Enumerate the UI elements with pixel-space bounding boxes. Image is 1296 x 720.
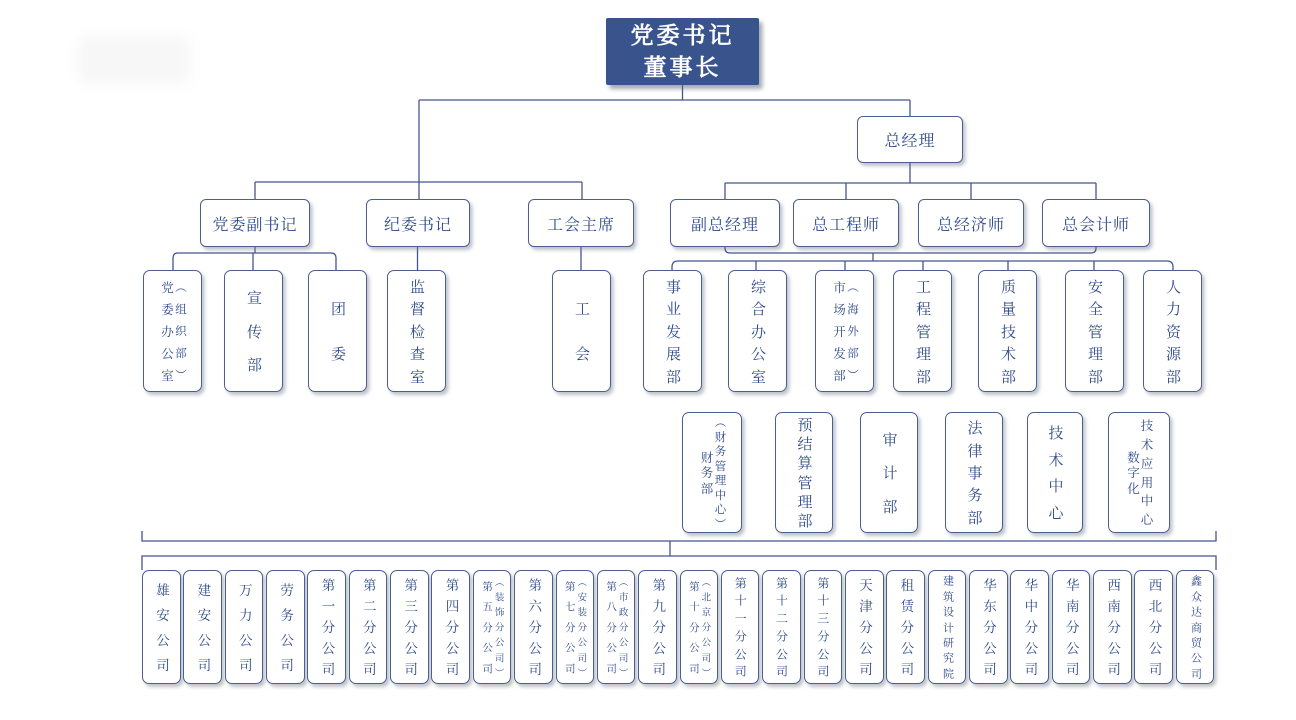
company-node (473, 570, 512, 684)
company-node (1010, 570, 1049, 684)
company-node (266, 570, 305, 684)
vertical-text-column: 综 合 办 公 室 (749, 278, 766, 384)
node-digital-tech-center (1108, 412, 1170, 533)
vertical-text-column: 西 南 分 公 司 (1105, 578, 1121, 676)
vertical-text-column: 第 六 分 公 司 (526, 578, 542, 676)
title-line-2: 董事长 (643, 53, 722, 80)
vertical-text-column: 工 程 管 理 部 (914, 278, 931, 384)
node-chief-economist: 总经济师 (918, 199, 1024, 247)
node-discipline-secretary: 纪委书记 (366, 199, 470, 247)
company-node (183, 570, 222, 684)
vertical-text-column: 华 中 分 公 司 (1022, 578, 1038, 676)
vertical-text-column: 雄 安 公 司 (154, 582, 170, 672)
company-node (1093, 570, 1132, 684)
vertical-text-column: 华 东 分 公 司 (981, 578, 997, 676)
node-youth-league (308, 270, 367, 392)
watermark (78, 36, 190, 84)
vertical-text-column: （ 安 装 分 公 司 ） (575, 576, 587, 678)
vertical-text-column: 团 委 (329, 301, 346, 361)
node-safety-mgmt-dept (1065, 270, 1124, 392)
company-node (928, 570, 967, 684)
vertical-text-column: （ 装 饰 分 公 司 ） (492, 576, 504, 678)
node-audit-dept (860, 412, 918, 533)
company-node (556, 570, 595, 684)
node-technology-center (1027, 412, 1083, 533)
vertical-text-column: 华 南 分 公 司 (1063, 578, 1079, 676)
vertical-text-column: 劳 务 公 司 (278, 582, 294, 672)
title-line-1: 党委书记 (630, 21, 735, 48)
vertical-text-column: 法 律 事 务 部 (965, 420, 983, 525)
vertical-text-column: （ 市 政 分 公 司 ） (616, 576, 628, 678)
node-party-office (143, 270, 202, 392)
company-node (721, 570, 760, 684)
node-market-dev-dept (815, 270, 874, 392)
node-legal-affairs-dept (945, 412, 1003, 533)
company-node (514, 570, 553, 684)
node-hr-dept (1143, 270, 1202, 392)
vertical-text-column: 第 四 分 公 司 (443, 578, 459, 676)
vertical-text-column: 质 量 技 术 部 (999, 278, 1016, 384)
node-engineering-mgmt-dept (893, 270, 952, 392)
vertical-text-column: 第 十 分 公 司 (687, 580, 700, 674)
company-node (1052, 570, 1091, 684)
vertical-text-column: 财 务 部 (699, 450, 713, 495)
company-node (804, 570, 843, 684)
vertical-text-column: （ 组 织 部 ） (174, 281, 186, 381)
vertical-text-column: 第 十 三 分 公 司 (815, 576, 830, 678)
node-finance-dept (682, 412, 742, 533)
vertical-text-column: 建 安 公 司 (195, 582, 211, 672)
vertical-text-column: 第 九 分 公 司 (650, 578, 666, 676)
vertical-text-column: 市 场 开 发 部 (831, 280, 846, 382)
vertical-text-column: 技 术 中 心 (1046, 424, 1064, 521)
vertical-text-column: （ 海 外 部 ） (846, 281, 858, 381)
company-node (680, 570, 719, 684)
node-budget-settlement-dept (775, 412, 833, 533)
node-propaganda-dept (224, 270, 283, 392)
vertical-text-column: 第 七 分 公 司 (563, 580, 576, 674)
vertical-text-column: 党 委 办 公 室 (159, 280, 174, 382)
node-labor-union (552, 270, 611, 392)
company-node (390, 570, 429, 684)
node-deputy-general-manager: 副总经理 (670, 199, 780, 247)
vertical-text-column: 第 五 分 公 司 (481, 580, 494, 674)
company-node (1176, 570, 1215, 684)
node-chairman-party-secretary (606, 18, 759, 85)
company-node (762, 570, 801, 684)
company-node (597, 570, 636, 684)
vertical-text-column: 工 会 (573, 301, 590, 361)
node-supervision-office (387, 270, 446, 392)
vertical-text-column: 天 津 分 公 司 (856, 578, 872, 676)
vertical-text-column: 监 督 检 查 室 (408, 278, 425, 384)
company-node (845, 570, 884, 684)
vertical-text-column: 人 力 资 源 部 (1164, 278, 1181, 384)
company-node (349, 570, 388, 684)
node-general-manager: 总经理 (857, 116, 963, 163)
node-chief-engineer: 总工程师 (793, 199, 899, 247)
vertical-text-column: 第 一 分 公 司 (319, 578, 335, 676)
vertical-text-column: 审 计 部 (880, 431, 898, 514)
company-node (225, 570, 264, 684)
vertical-text-column: 第 十 一 分 公 司 (733, 576, 748, 678)
vertical-text-column: 技 术 应 用 中 心 (1139, 419, 1153, 526)
vertical-text-column: 建 筑 设 计 研 究 院 (941, 575, 954, 679)
vertical-text-column: 事 业 发 展 部 (664, 278, 681, 384)
vertical-text-column: 万 力 公 司 (236, 582, 252, 672)
vertical-text-column: 安 全 管 理 部 (1086, 278, 1103, 384)
vertical-text-column: 租 赁 分 公 司 (898, 578, 914, 676)
node-business-dev-dept (643, 270, 702, 392)
vertical-text-column: 宣 传 部 (245, 289, 262, 373)
node-chief-accountant: 总会计师 (1042, 199, 1150, 247)
company-node (638, 570, 677, 684)
company-node (1134, 570, 1173, 684)
vertical-text-column: （ 北 京 分 公 司 ） (699, 576, 711, 678)
company-node (431, 570, 470, 684)
node-deputy-party-secretary: 党委副书记 (200, 199, 310, 247)
vertical-text-column: 第 八 分 公 司 (605, 580, 618, 674)
vertical-text-column: 数 字 化 (1125, 450, 1140, 495)
node-union-chairman: 工会主席 (528, 199, 634, 247)
vertical-text-column: 第 二 分 公 司 (360, 578, 376, 676)
vertical-text-column: 鑫 众 达 商 贸 公 司 (1189, 575, 1202, 679)
node-general-office (728, 270, 787, 392)
vertical-text-column: 第 三 分 公 司 (402, 578, 418, 676)
company-node (142, 570, 181, 684)
company-node (886, 570, 925, 684)
vertical-text-column: 西 北 分 公 司 (1146, 578, 1162, 676)
company-node (307, 570, 346, 684)
company-node (969, 570, 1008, 684)
vertical-text-column: （ 财 务 管 理 中 心 ） (713, 416, 726, 529)
vertical-text-column: 第 十 二 分 公 司 (774, 576, 789, 678)
vertical-text-column: 预 结 算 管 理 部 (795, 417, 813, 528)
node-quality-tech-dept (978, 270, 1037, 392)
